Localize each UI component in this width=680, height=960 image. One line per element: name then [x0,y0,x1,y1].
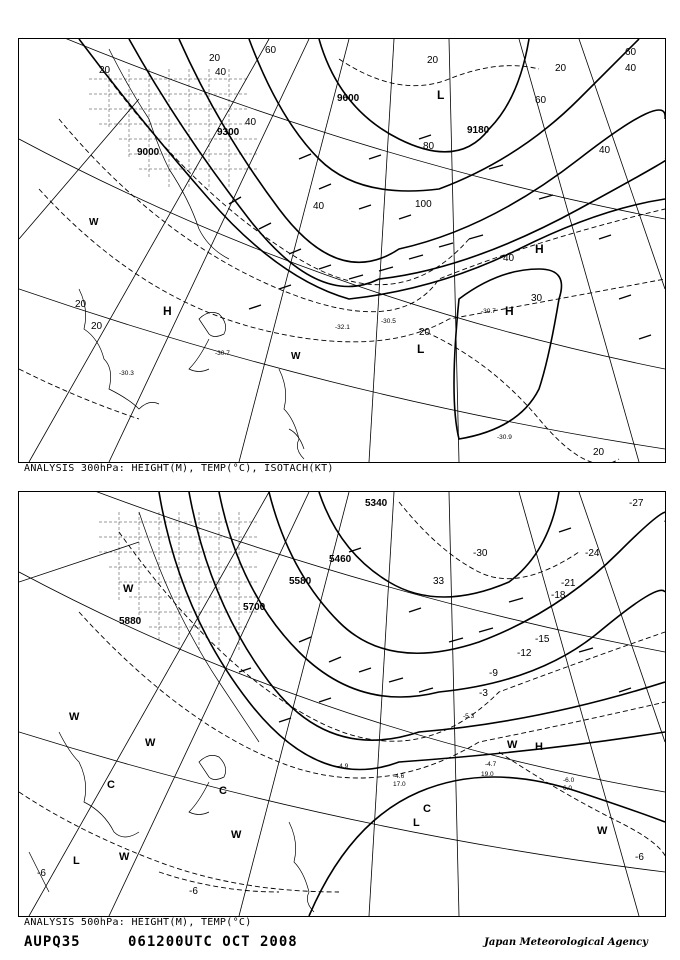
height-label: 9000 [137,147,160,158]
isotach-label: 60 [625,47,637,58]
temp-label: 33 [433,576,445,587]
center-marker: L [437,88,445,102]
temp-label: -18 [551,590,566,601]
height-label: 5580 [289,576,312,587]
center-marker: C [107,779,115,791]
product-code: AUPQ35 [24,934,81,950]
center-marker: W [145,737,156,749]
temp-label: -30.5 [381,318,396,325]
temp-label: -30.3 [119,370,134,377]
chart-500hpa [18,491,666,917]
center-marker: C [219,785,227,797]
temp-label: -24 [585,548,600,559]
station-value: 17.0 [393,781,406,788]
center-marker: L [73,855,80,867]
temp-label: -27 [629,498,644,509]
center-marker: W [231,829,242,841]
center-marker: W [507,739,518,751]
isotach-label: 60 [265,45,277,56]
center-marker: C [423,803,431,815]
temp-label: -3 [479,688,488,699]
isotach-label: 20 [593,447,605,458]
height-label: 5340 [365,498,388,509]
temp-label: -30.7 [481,308,496,315]
height-label: 5700 [243,602,266,613]
caption-500hpa: ANALYSIS 500hPa: HEIGHT(M), TEMP(°C) [24,917,252,928]
center-marker: L [413,817,420,829]
station-value: -6.0 [563,777,575,784]
isotach-label: 20 [427,55,439,66]
height-label: 9180 [467,125,490,136]
cold-hatch [99,512,259,652]
isotach-label: 40 [313,201,325,212]
isotach-label: 20 [555,63,567,74]
center-marker: W [69,711,80,723]
caption-300hpa: ANALYSIS 300hPa: HEIGHT(M), TEMP(°C), ISOTACH(KT) [24,463,334,474]
center-marker: W [123,583,134,595]
height-label: 9600 [337,93,360,104]
isotach-label: 20 [99,65,111,76]
center-marker: H [505,304,514,318]
temp-label: -30.9 [497,434,512,441]
isotach-label: 100 [415,199,432,210]
center-marker: W [119,851,130,863]
isotach-label: 20 [91,321,103,332]
isotach-label: 20 [75,299,87,310]
temp-label: -32.1 [335,324,350,331]
isotach-label: 30 [531,293,543,304]
temp-label: -12 [517,648,532,659]
isotach-label: 40 [503,253,515,264]
temp-label: -6 [37,868,46,879]
height-contours [79,39,665,439]
station-value: -5.3 [463,713,475,720]
station-value: 19.0 [481,771,494,778]
isotach-label: 80 [423,141,435,152]
isotach-label: 40 [215,67,227,78]
isotach-label: 40 [245,117,257,128]
temp-label: -30 [473,548,488,559]
map-500hpa-svg [19,492,665,916]
map-300hpa-svg [19,39,665,462]
isotach-label: 40 [599,145,611,156]
isotach-label: 60 [535,95,547,106]
station-value: 6.0 [563,785,573,792]
center-marker: H [535,242,544,256]
isotach-label: 40 [625,63,637,74]
height-label: 5880 [119,616,142,627]
station-value: -4.6 [393,773,405,780]
station-value: -4.9 [337,763,349,770]
valid-time: 061200UTC OCT 2008 [128,934,298,950]
center-marker: W [597,825,608,837]
center-marker: W [89,217,99,228]
temp-label: -6 [189,886,198,897]
temp-label: -6 [635,852,644,863]
temp-label: -15 [535,634,550,645]
temp-label: -9 [489,668,498,679]
height-label: 5460 [329,554,352,565]
center-marker: H [163,304,172,318]
chart-300hpa [18,38,666,463]
temp-label: -30.7 [215,350,230,357]
center-marker: H [535,741,543,753]
station-value: -4.7 [485,761,497,768]
height-label: 9300 [217,127,240,138]
isotach-label: 20 [209,53,221,64]
temp-label: -21 [561,578,576,589]
center-marker: L [417,342,425,356]
center-marker: W [291,351,301,362]
isotach-label: 20 [419,327,431,338]
agency-name: Japan Meteorological Agency [484,937,648,948]
